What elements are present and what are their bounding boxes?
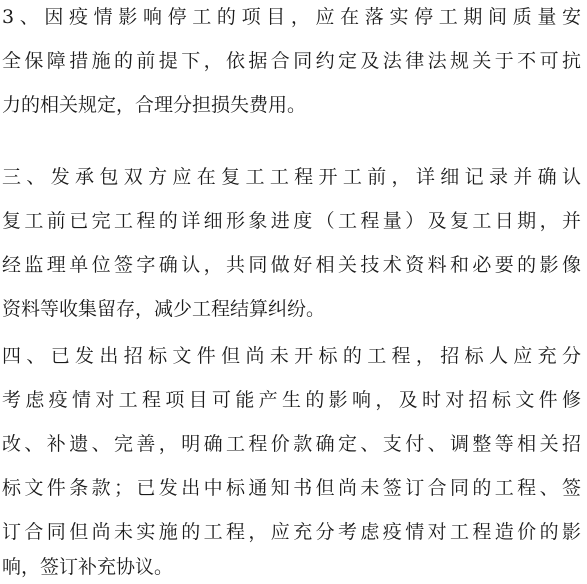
paragraph-3-line-2: 考虑疫情对工程项目可能产生的影响，及时对招标文件修: [2, 389, 581, 411]
paragraph-2-line-1: 三、发承包双方应在复工工程开工前，详细记录并确认: [2, 166, 581, 188]
paragraph-1-line-1: 3、因疫情影响停工的项目，应在落实停工期间质量安: [2, 6, 581, 28]
paragraph-3-line-5: 订合同但尚未实施的工程，应充分考虑疫情对工程造价的影: [2, 521, 581, 543]
paragraph-2-line-4: 资料等收集留存，减少工程结算纠纷。: [2, 298, 326, 320]
paragraph-3-line-6: 响，签订补充协议。: [2, 556, 174, 578]
paragraph-3-line-3: 改、补遗、完善，明确工程价款确定、支付、调整等相关招: [2, 433, 581, 455]
paragraph-1-line-2: 全保障措施的前提下，依据合同约定及法律法规关于不可抗: [2, 50, 581, 72]
paragraph-2-line-2: 复工前已完工程的详细形象进度（工程量）及复工日期，并: [2, 210, 581, 232]
paragraph-3-line-4: 标文件条款；已发出中标通知书但尚未签订合同的工程、签: [2, 477, 581, 499]
paragraph-2-line-3: 经监理单位签字确认，共同做好相关技术资料和必要的影像: [2, 254, 581, 276]
paragraph-3-line-1: 四、已发出招标文件但尚未开标的工程，招标人应充分: [2, 345, 581, 367]
paragraph-1-line-3: 力的相关规定，合理分担损失费用。: [2, 94, 307, 116]
